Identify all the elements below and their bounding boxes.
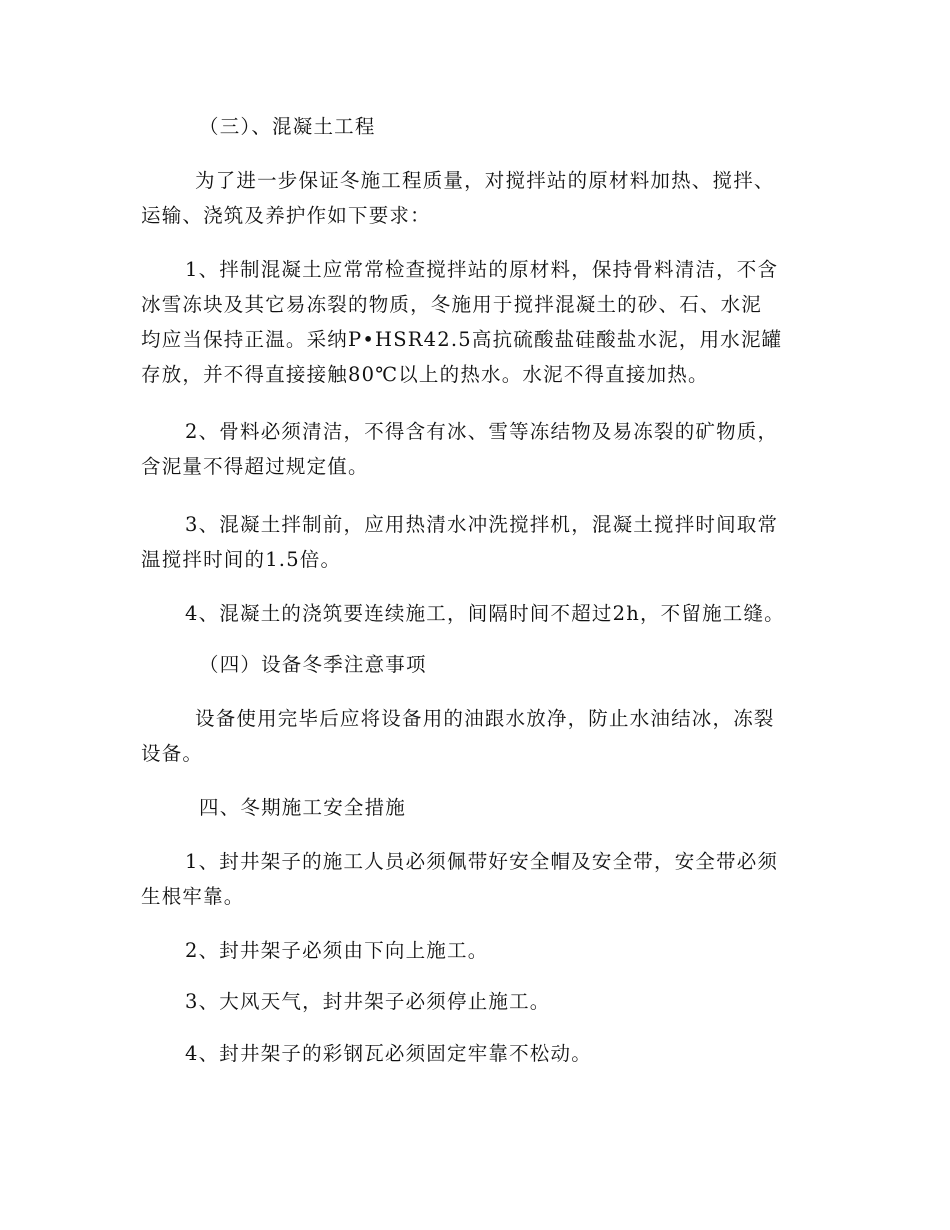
equipment-line-1: 设备使用完毕后应将设备用的油跟水放净，防止水油结冰，冻裂 xyxy=(195,707,775,730)
item1-line-2: 冰雪冻块及其它易冻裂的物质，冬施用于搅拌混凝土的砂、石、水泥 xyxy=(141,293,763,316)
safety1-line-1: 1、封井架子的施工人员必须佩带好安全帽及安全带，安全带必须 xyxy=(185,850,779,873)
item2-line-2: 含泥量不得超过规定值。 xyxy=(141,455,369,478)
safety4-line: 4、封井架子的彩钢瓦必须固定牢靠不松动。 xyxy=(185,1042,592,1065)
safety1-line-2: 生根牢靠。 xyxy=(141,885,245,908)
section-heading-concrete: （三）、混凝土工程 xyxy=(199,115,376,138)
item3-line-1: 3、混凝土拌制前，应用热清水冲洗搅拌机，混凝土搅拌时间取常 xyxy=(185,513,779,536)
section-heading-safety: 四、冬期施工安全措施 xyxy=(199,796,407,819)
intro-line-2: 运输、浇筑及养护作如下要求： xyxy=(141,204,431,227)
item2-line-1: 2、骨料必须清洁，不得含有冰、雪等冻结物及易冻裂的矿物质， xyxy=(185,420,779,443)
section-heading-equipment: （四）设备冬季注意事项 xyxy=(199,653,427,676)
intro-line-1: 为了进一步保证冬施工程质量，对搅拌站的原材料加热、搅拌、 xyxy=(195,169,775,192)
item1-line-3: 均应当保持正温。采纳P•HSR42.5高抗硫酸盐硅酸盐水泥，用水泥罐 xyxy=(141,328,783,351)
equipment-line-2: 设备。 xyxy=(141,742,204,765)
safety3-line: 3、大风天气，封井架子必须停止施工。 xyxy=(185,990,551,1013)
item4-line: 4、混凝土的浇筑要连续施工，间隔时间不超过2h，不留施工缝。 xyxy=(185,602,785,625)
item1-line-1: 1、拌制混凝土应常常检查搅拌站的原材料，保持骨料清洁，不含 xyxy=(185,258,779,281)
safety2-line: 2、封井架子必须由下向上施工。 xyxy=(185,939,489,962)
item1-line-4: 存放，并不得直接接触80℃以上的热水。水泥不得直接加热。 xyxy=(141,363,709,386)
item3-line-2: 温搅拌时间的1.5倍。 xyxy=(141,548,342,571)
